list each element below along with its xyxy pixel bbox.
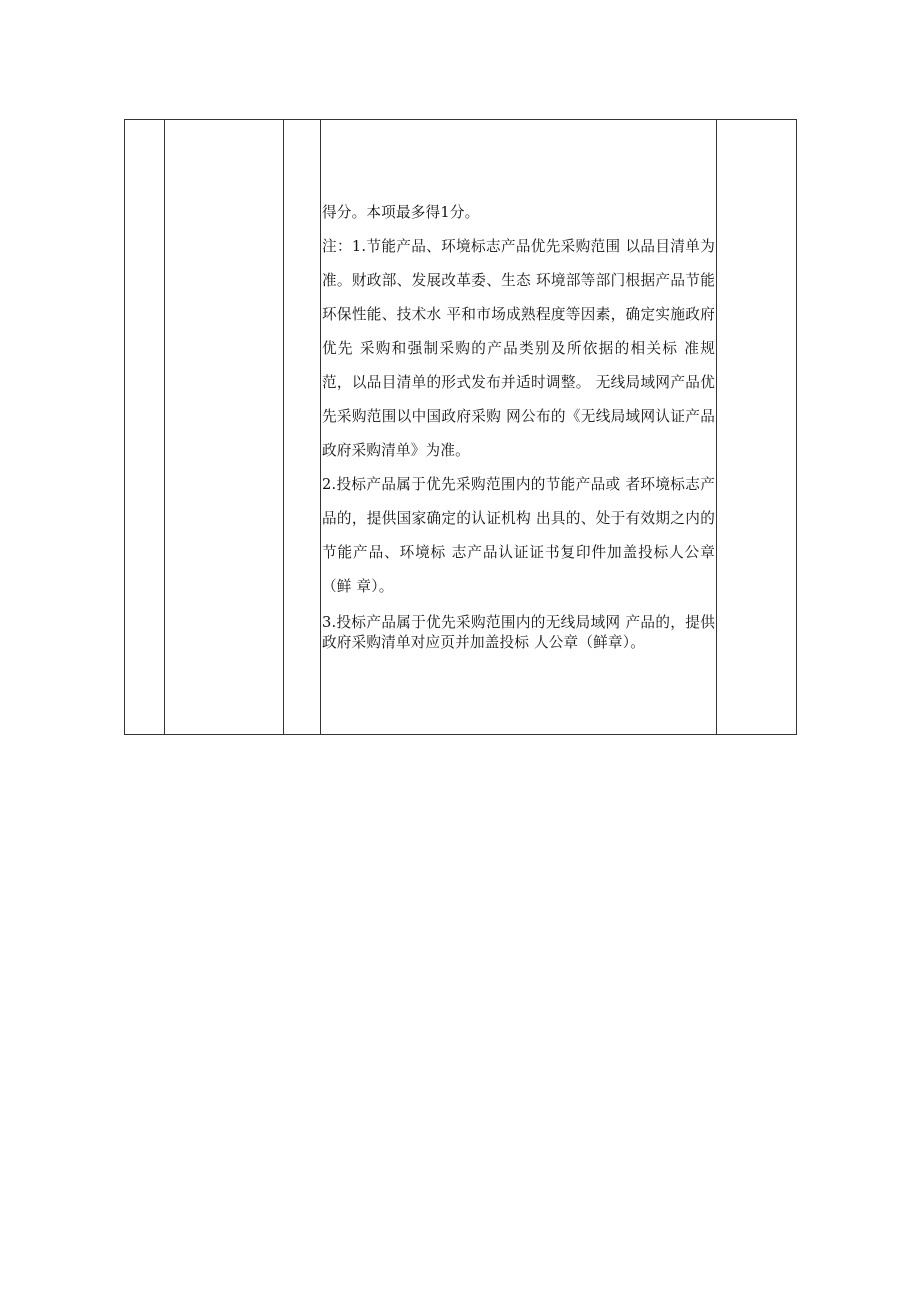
note-1-text: 注：1.节能产品、环境标志产品优先采购范围 以品目清单为准。财政部、发展改革委、生态 环境部等部门根据产品节能环保性能、技术水 平和市场成熟程度等因素，确定实施政府优先 采购和强制采购的产品类别及所依据的相关标 准规范，以品目清单的形式发布并适时调整。 无线局域网产品优先采购范围以中国政府采购 网公布的《无线局域网认证产品政府采购清单》为准。 bbox=[322, 238, 715, 459]
item-cell bbox=[165, 120, 284, 735]
score-limit-text: 得分。本项最多得1分。 bbox=[322, 204, 480, 221]
criteria-cell bbox=[321, 120, 717, 735]
table-row bbox=[125, 120, 797, 735]
remark-cell bbox=[717, 120, 797, 735]
score-cell bbox=[284, 120, 321, 735]
scoring-table bbox=[124, 119, 797, 735]
note-2-text: 2.投标产品属于优先采购范围内的节能产品或 者环境标志产品的，提供国家确定的认证机构 出具的、处于有效期之内的节能产品、环境标 志产品认证证书复印件加盖投标人公章（鲜 章）。 bbox=[322, 476, 715, 595]
index-cell bbox=[125, 120, 165, 735]
note-3-text: 3.投标产品属于优先采购范围内的无线局域网 产品的，提供政府采购清单对应页并加盖投标 人公章（鲜章）。 bbox=[322, 614, 715, 651]
